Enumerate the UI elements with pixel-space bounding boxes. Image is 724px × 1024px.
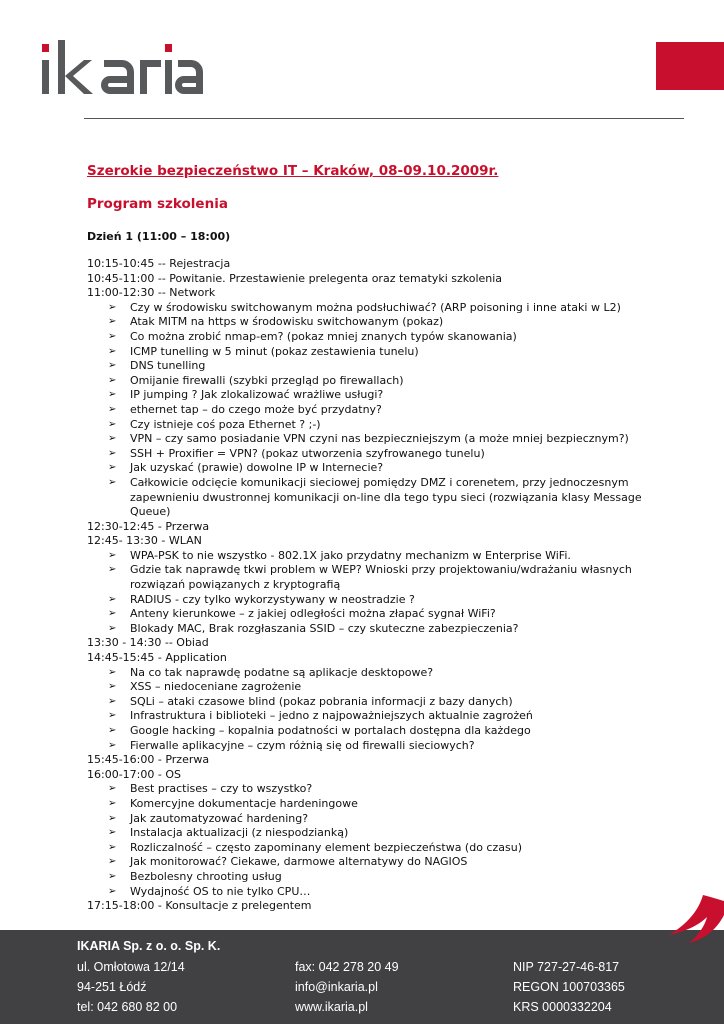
topic-item (87, 476, 667, 520)
topic-item (87, 418, 667, 433)
topic-item (87, 403, 667, 418)
topic-text: Wydajność OS to nie tylko CPU… (130, 884, 311, 898)
arrow-bullet-icon: ➢ (108, 447, 117, 459)
schedule (87, 257, 667, 914)
topic-item (87, 841, 667, 856)
topic-text: Instalacja aktualizacji (z niespodzianką) (130, 826, 349, 840)
arrow-bullet-icon: ➢ (108, 330, 117, 342)
arrow-bullet-icon: ➢ (108, 564, 117, 576)
topic-text: Anteny kierunkowe – z jakiej odległości można złapać sygnał WiFi? (130, 607, 496, 621)
topic-text: XSS – niedoceniane zagrożenie (130, 680, 302, 694)
arrow-bullet-icon: ➢ (108, 418, 117, 430)
arrow-bullet-icon: ➢ (108, 462, 117, 474)
arrow-bullet-icon: ➢ (108, 433, 117, 445)
topic-item (87, 359, 667, 374)
schedule-slot-time: 15:45-16:00 - Przerwa (87, 753, 210, 767)
arrow-bullet-icon: ➢ (108, 622, 117, 634)
topic-text: Czy w środowisku switchowanym można podsłuchiwać? (ARP poisoning i inne ataki w L2) (130, 300, 621, 314)
topic-text: IP jumping ? Jak zlokalizować wrażliwe usługi? (130, 388, 384, 402)
schedule-slot-time: 16:00-17:00 - OS (87, 767, 181, 781)
footer (0, 930, 724, 1024)
topic-item (87, 622, 667, 637)
topic-item (87, 885, 667, 900)
topic-item (87, 461, 667, 476)
company-email[interactable]: info@inkaria.pl (295, 980, 378, 994)
header-divider (84, 118, 684, 119)
company-city: 94-251 Łódź (77, 980, 147, 994)
topic-item (87, 593, 667, 608)
topic-text: Jak monitorować? Ciekawe, darmowe alternatywy do NAGIOS (130, 855, 468, 869)
topic-text: Jak uzyskać (prawie) dowolne IP w Internecie? (130, 461, 384, 475)
schedule-slot-time: 13:30 - 14:30 -- Obiad (87, 636, 209, 650)
topic-item (87, 549, 667, 564)
arrow-bullet-icon: ➢ (108, 681, 117, 693)
arrow-bullet-icon: ➢ (108, 739, 117, 751)
topic-text: Gdzie tak naprawdę tkwi problem w WEP? Wnioski przy projektowaniu/wdrażaniu własnych rozwiązań powiązanych z kryptografią (130, 563, 632, 592)
ikaria-logo-mark (40, 38, 205, 100)
topic-text: Co można zrobić nmap-em? (pokaz mniej znanych typów skanowania) (130, 329, 517, 343)
company-website[interactable]: www.ikaria.pl (295, 1000, 368, 1014)
topic-item (87, 782, 667, 797)
arrow-bullet-icon: ➢ (108, 841, 117, 853)
arrow-bullet-icon: ➢ (108, 608, 117, 620)
company-krs: KRS 0000332204 (513, 1000, 612, 1014)
topic-item (87, 388, 667, 403)
topic-text: SQLi – ataki czasowe blind (pokaz pobrania informacji z bazy danych) (130, 694, 513, 708)
topic-text: Atak MITM na https w środowisku switchowanym (pokaz) (130, 315, 444, 329)
topic-item (87, 739, 667, 754)
topic-text: Infrastruktura i biblioteki – jedno z najpoważniejszych aktualnie zagrożeń (130, 709, 533, 723)
arrow-bullet-icon: ➢ (108, 476, 117, 488)
company-fax: fax: 042 278 20 49 (295, 960, 399, 974)
footer-address (77, 938, 220, 1015)
arrow-bullet-icon: ➢ (108, 885, 117, 897)
topic-item (87, 797, 667, 812)
topic-text: Best practises – czy to wszystko? (130, 782, 313, 796)
topic-text: Całkowicie odcięcie komunikacji sieciowej pomiędzy DMZ i corenetem, przy jednoczesnym zapewnieniu dwustronnej komunikacji on-line dla tego typu sieci (rozwiązania klasy Message Queue) (130, 475, 642, 519)
arrow-bullet-icon: ➢ (108, 403, 117, 415)
topic-list (87, 782, 667, 899)
schedule-slot-time: 10:15-10:45 -- Rejestracja (87, 257, 231, 270)
arrow-bullet-icon: ➢ (108, 301, 117, 313)
document-title: Szerokie bezpieczeństwo IT – Kraków, 08-09.10.2009r. (87, 163, 499, 179)
arrow-bullet-icon: ➢ (108, 725, 117, 736)
schedule-slot-time: 11:00-12:30 -- Network (87, 286, 216, 300)
topic-item (87, 870, 667, 885)
topic-item (87, 432, 667, 447)
company-nip: NIP 727-27-46-817 (513, 960, 620, 974)
schedule-slot-time: 14:45-15:45 - Application (87, 651, 227, 665)
document-subtitle: Program szkolenia (87, 196, 228, 212)
arrow-bullet-icon: ➢ (108, 360, 117, 372)
arrow-bullet-icon: ➢ (108, 389, 117, 401)
arrow-bullet-icon: ➢ (108, 695, 117, 707)
topic-text: Jak zautomatyzować hardening? (130, 811, 309, 825)
arrow-bullet-icon: ➢ (108, 549, 117, 561)
topic-text: Czy istnieje coś poza Ethernet ? ;-) (130, 417, 321, 431)
footer-contact (295, 959, 399, 1015)
topic-item (87, 330, 667, 345)
arrow-bullet-icon: ➢ (108, 797, 117, 809)
topic-text: ICMP tunelling w 5 minut (pokaz zestawienia tunelu) (130, 344, 419, 358)
topic-text: Bezbolesny chrooting usług (130, 869, 282, 883)
arrow-bullet-icon: ➢ (108, 316, 117, 328)
topic-text: Omijanie firewalli (szybki przegląd po firewallach) (130, 373, 404, 387)
topic-item (87, 301, 667, 316)
topic-list (87, 549, 667, 637)
topic-text: Na co tak naprawdę podatne są aplikacje desktopowe? (130, 665, 434, 679)
arrow-bullet-icon: ➢ (108, 593, 117, 605)
arrow-bullet-icon: ➢ (108, 812, 117, 824)
topic-item (87, 695, 667, 710)
arrow-bullet-icon: ➢ (108, 666, 117, 678)
topic-item (87, 345, 667, 360)
day-heading: Dzień 1 (11:00 – 18:00) (87, 230, 231, 243)
topic-text: VPN – czy samo posiadanie VPN czyni nas bezpieczniejszym (a może mniej bezpiecznym?) (130, 432, 629, 446)
topic-text: Komercyjne dokumentacje hardeningowe (130, 796, 358, 810)
arrow-bullet-icon: ➢ (108, 374, 117, 386)
topic-item (87, 447, 667, 462)
topic-text: Fierwalle aplikacyjne – czym różnią się od firewalli sieciowych? (130, 738, 475, 752)
arrow-bullet-icon: ➢ (108, 856, 117, 868)
arrow-bullet-icon: ➢ (108, 783, 117, 795)
company-phone: tel: 042 680 82 00 (77, 1000, 178, 1014)
topic-item (87, 709, 667, 724)
schedule-slot-time: 12:45- 13:30 - WLAN (87, 534, 202, 548)
topic-text: Blokady MAC, Brak rozgłaszania SSID – czy skuteczne zabezpieczenia? (130, 621, 519, 635)
corner-accent-icon (655, 895, 724, 950)
topic-text: ethernet tap – do czego może być przydatny? (130, 402, 382, 416)
arrow-bullet-icon: ➢ (108, 345, 117, 357)
topic-item (87, 607, 667, 622)
company-name: IKARIA Sp. z o. o. Sp. K. (77, 939, 221, 953)
topic-item (87, 374, 667, 389)
topic-list (87, 301, 667, 520)
header-accent-tab (656, 42, 724, 90)
schedule-slot-time: 10:45-11:00 -- Powitanie. Przestawienie prelegenta oraz tematyki szkolenia (87, 271, 503, 285)
topic-item (87, 826, 667, 841)
topic-item (87, 680, 667, 695)
ikaria-logo (40, 38, 205, 100)
arrow-bullet-icon: ➢ (108, 870, 117, 882)
schedule-slot-time: 17:15-18:00 - Konsultacje z prelegentem (87, 899, 312, 913)
company-regon: REGON 100703365 (513, 980, 625, 994)
topic-item (87, 724, 667, 739)
arrow-bullet-icon: ➢ (108, 710, 117, 722)
topic-text: SSH + Proxifier = VPN? (pokaz utworzenia szyfrowanego tunelu) (130, 446, 485, 460)
topic-item (87, 855, 667, 870)
topic-list (87, 666, 667, 754)
company-street: ul. Omłotowa 12/14 (77, 960, 185, 974)
topic-item (87, 563, 667, 592)
topic-text: RADIUS - czy tylko wykorzystywany w neostradzie ? (130, 592, 415, 606)
footer-registry (513, 959, 625, 1015)
topic-text: Rozliczalność – często zapominany element bezpieczeństwa (do czasu) (130, 840, 522, 854)
schedule-slot-time: 12:30-12:45 - Przerwa (87, 519, 210, 533)
topic-text: DNS tunelling (130, 359, 206, 373)
topic-text: Google hacking – kopalnia podatności w portalach dostępna dla każdego (130, 724, 531, 737)
topic-text: WPA-PSK to nie wszystko - 802.1X jako przydatny mechanizm w Enterprise WiFi. (130, 548, 571, 562)
arrow-bullet-icon: ➢ (108, 827, 117, 839)
topic-item (87, 666, 667, 681)
topic-item (87, 315, 667, 330)
topic-item (87, 812, 667, 827)
